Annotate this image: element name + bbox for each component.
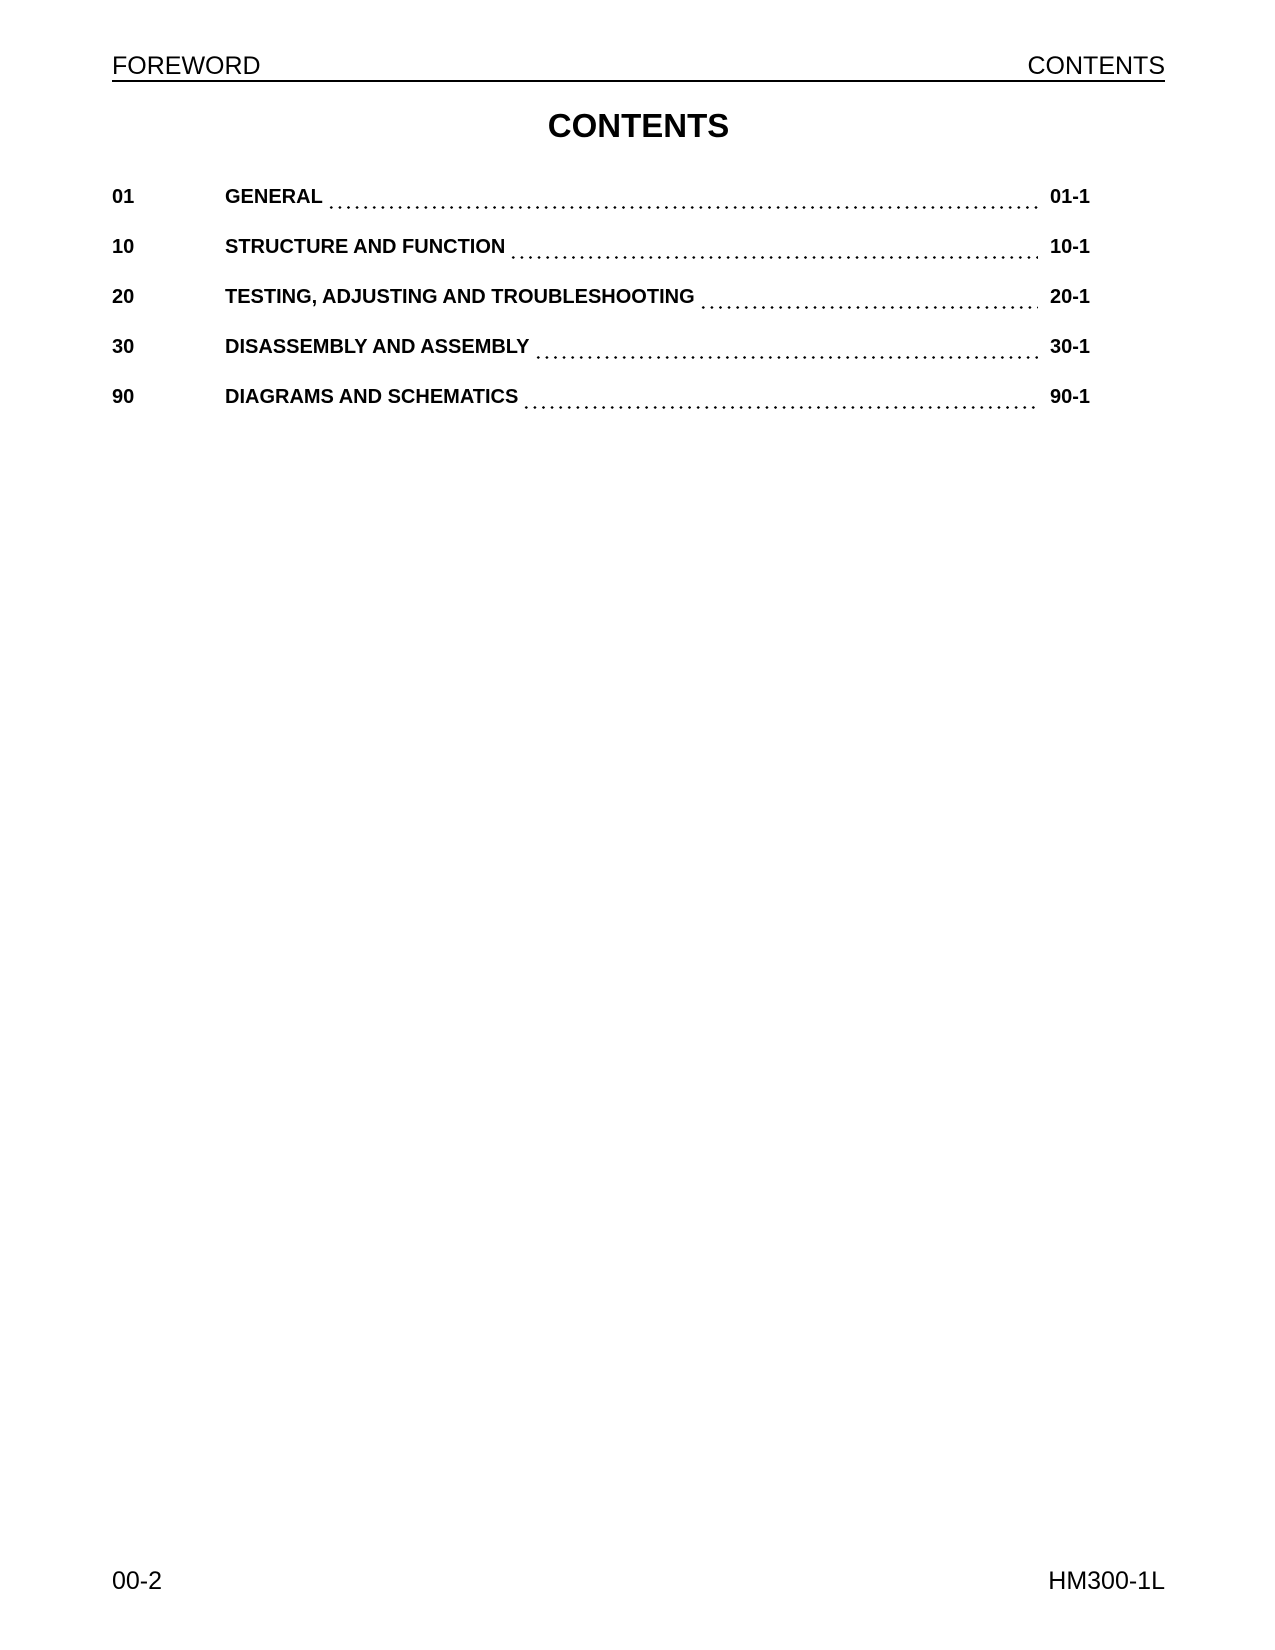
toc-entry-number: 20 — [112, 286, 135, 308]
toc-entry-page: 90-1 — [1049, 386, 1090, 408]
dot-leader — [522, 406, 1038, 409]
toc-entry-page: 20-1 — [1049, 286, 1090, 308]
footer-page-number: 00-2 — [112, 1567, 163, 1595]
toc-entry-page: 10-1 — [1049, 236, 1090, 258]
dot-leader — [509, 256, 1038, 259]
table-of-contents — [112, 172, 1090, 422]
toc-entry-number: 90 — [112, 386, 135, 408]
footer-model-number: HM300-1L — [1048, 1567, 1165, 1595]
toc-entry-title: DISASSEMBLY AND ASSEMBLY — [225, 336, 530, 358]
header-chapter-label: CONTENTS — [1027, 52, 1165, 80]
toc-entry-title: GENERAL — [225, 186, 323, 208]
toc-entry[interactable] — [112, 222, 1090, 272]
toc-entry-page: 01-1 — [1049, 186, 1090, 208]
toc-entry[interactable] — [112, 322, 1090, 372]
toc-entry-title: TESTING, ADJUSTING AND TROUBLESHOOTING — [225, 286, 695, 308]
toc-entry-number: 10 — [112, 236, 135, 258]
toc-entry-number: 01 — [112, 186, 135, 208]
dot-leader — [534, 356, 1038, 359]
toc-entry[interactable] — [112, 272, 1090, 322]
toc-entry[interactable] — [112, 172, 1090, 222]
toc-entry-number: 30 — [112, 336, 135, 358]
dot-leader — [699, 306, 1038, 309]
toc-entry-title: STRUCTURE AND FUNCTION — [225, 236, 506, 258]
toc-entry-page: 30-1 — [1049, 336, 1090, 358]
dot-leader — [327, 206, 1038, 209]
running-header — [112, 52, 1165, 82]
toc-entry-title: DIAGRAMS AND SCHEMATICS — [225, 386, 519, 408]
header-section-label: FOREWORD — [112, 52, 261, 80]
page-title: CONTENTS — [547, 107, 730, 144]
toc-entry[interactable] — [112, 372, 1090, 422]
